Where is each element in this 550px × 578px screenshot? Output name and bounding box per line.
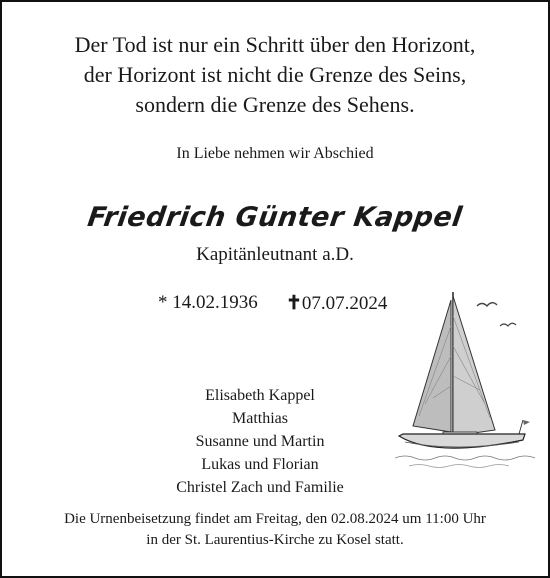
death-date [286,292,387,315]
deceased-rank: Kapitänleutnant a.D. [196,244,354,265]
quote-line: Der Tod ist nur ein Schritt über den Horizont, [74,32,476,57]
mourner: Christel Zach und Familie [176,479,344,496]
birth-symbol: * [158,292,168,313]
quote-line: der Horizont ist nicht die Grenze des Seins, [83,62,467,87]
death-date-value: 07.07.2024 [301,293,388,314]
farewell-text: In Liebe nehmen wir Abschied [176,145,374,162]
mourner: Susanne und Martin [195,433,325,450]
notice-line: in der St. Laurentius-Kirche zu Kosel statt. [146,532,404,548]
quote [0,30,550,120]
sailboat-icon [395,286,545,486]
mourner: Matthias [232,410,288,427]
mourner: Lukas und Florian [201,456,319,473]
birth-date-value: 14.02.1936 [172,292,258,313]
mourner: Elisabeth Kappel [205,387,315,404]
funeral-notice [0,509,550,551]
birth-date [158,292,258,314]
notice-line: Die Urnenbeisetzung findet am Freitag, den 02.08.2024 um 11:00 Uhr [64,511,486,527]
deceased-name: Friedrich Günter Kappel [85,202,465,233]
quote-line: sondern die Grenze des Sehens. [135,92,415,117]
cross-icon: ✝ [286,293,302,314]
mourners-list [140,384,380,499]
